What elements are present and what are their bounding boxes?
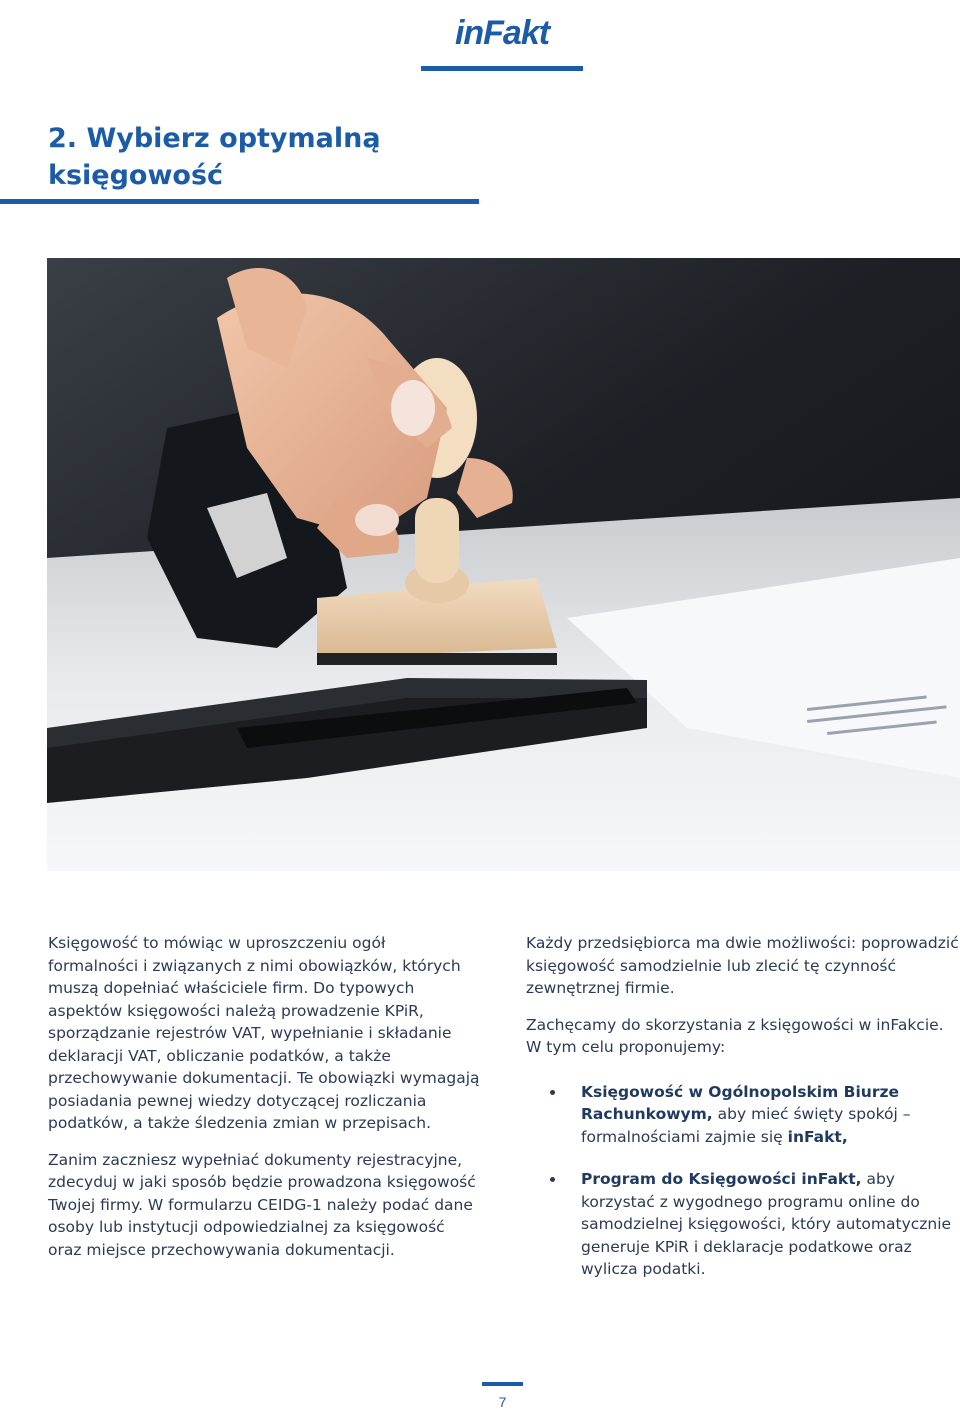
offer-2-text: aby korzystać z wygodnego programu online do samodzielnej księgowości, który automatycznie generuje KPiR i deklaracje podatkowe oraz wylicza podatki. bbox=[581, 1170, 952, 1278]
stamp-photo bbox=[47, 258, 960, 871]
bullet-icon bbox=[550, 1177, 555, 1182]
page-number-bar bbox=[482, 1382, 523, 1386]
right-paragraph-1: Każdy przedsiębiorca ma dwie możliwości: poprowadzić księgowość samodzielnie lub zlecić tę czynność zewnętrznej firmie. bbox=[526, 934, 959, 997]
right-column bbox=[526, 932, 960, 1301]
offer-list bbox=[526, 1081, 960, 1281]
offer-2-title: Program do Księgowości inFakt, bbox=[581, 1170, 862, 1188]
section-title-line-1: 2. Wybierz optymalną bbox=[48, 123, 381, 154]
section-title-line-2: księgowość bbox=[48, 160, 224, 191]
logo-underline bbox=[421, 66, 583, 71]
bullet-icon bbox=[550, 1090, 555, 1095]
left-column bbox=[48, 932, 480, 1275]
section-title bbox=[48, 120, 468, 194]
title-divider bbox=[0, 199, 479, 204]
left-paragraph-1: Księgowość to mówiąc w uproszczeniu ogół formalności i związanych z nimi obowiązków, których muszą dopełniać właściciele firm. Do typowych aspektów księgowości należą prowadzenie KPiR, sporządzanie rejestrów VAT, wypełnianie i składanie deklaracji VAT, obliczanie podatków, a także przechowywanie dokumentacji. Te obowiązki wymagają posiadania pewnej wiedzy dotyczącej rozliczania podatków, a także śledzenia zmian w przepisach. bbox=[48, 934, 480, 1132]
page-number: 7 bbox=[498, 1394, 507, 1410]
offer-1-brand: inFakt, bbox=[787, 1127, 848, 1146]
left-paragraph-2: Zanim zaczniesz wypełniać dokumenty rejestracyjne, zdecyduj w jaki sposób będzie prowadzona księgowość Twojej firmy. W formularzu CEIDG-1 należy podać dane osoby lub instytucji odpowiedzialnej za księgowość oraz miejsce przechowywania dokumentacji. bbox=[48, 1150, 476, 1259]
offer-1-title: Księgowość w Ogólnopolskim Biurze Rachunkowym, bbox=[581, 1082, 900, 1123]
list-item bbox=[526, 1081, 960, 1149]
stamp-photo-illustration bbox=[47, 258, 960, 871]
list-item bbox=[526, 1168, 960, 1281]
logo-text: inFakt bbox=[454, 14, 550, 52]
offer-1-text: aby mieć święty spokój – formalnościami zajmie się bbox=[581, 1105, 911, 1146]
right-paragraph-2: Zachęcamy do skorzystania z księgowości w inFakcie. W tym celu proponujemy: bbox=[526, 1015, 944, 1056]
logo bbox=[421, 0, 583, 70]
